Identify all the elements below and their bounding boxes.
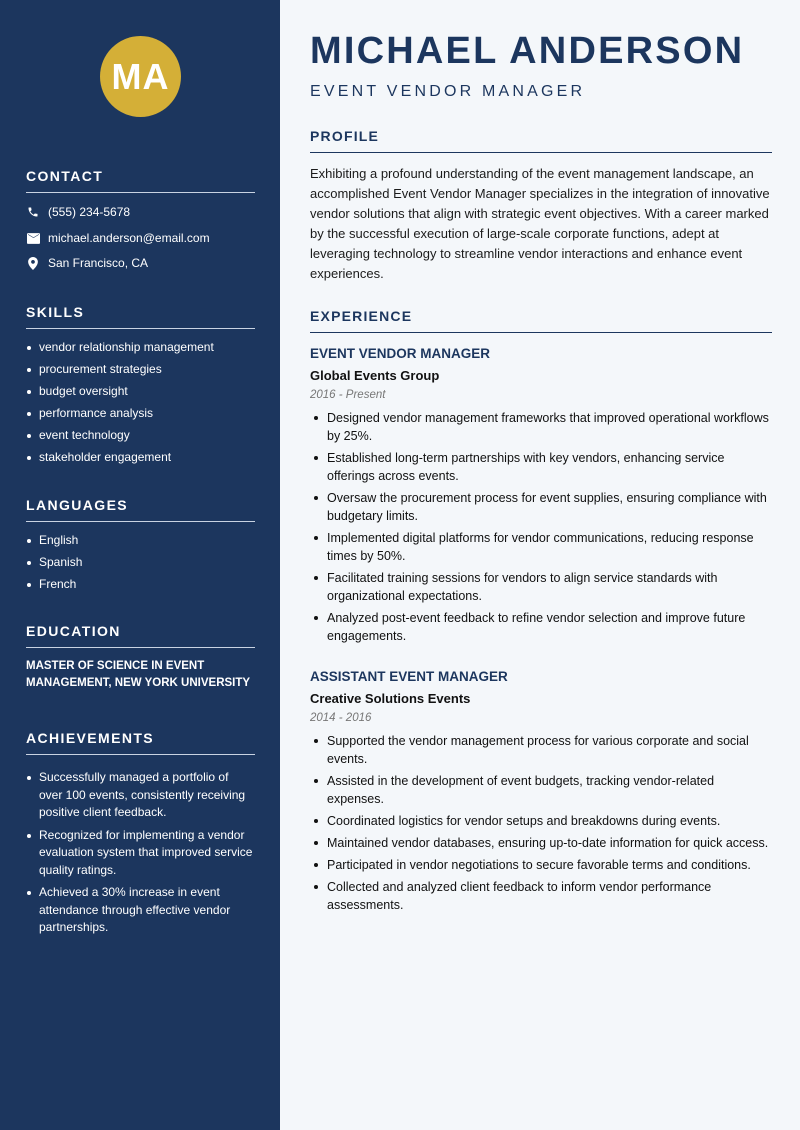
email-text: michael.anderson@email.com: [48, 231, 210, 245]
skills-section: [26, 304, 255, 467]
contact-email: [26, 231, 210, 245]
skills-heading: SKILLS: [26, 304, 255, 329]
job-bullet: Established long-term partnerships with key vendors, enhancing service offerings across events.: [310, 449, 772, 485]
job-bullet: Facilitated training sessions for vendors to align service standards with organizational expectations.: [310, 569, 772, 605]
education-heading: EDUCATION: [26, 623, 255, 648]
job-bullet: Implemented digital platforms for vendor communications, reducing response times by 50%.: [310, 529, 772, 565]
achievement-item: Achieved a 30% increase in event attendance through effective vendor partnerships.: [26, 884, 255, 937]
job-bullets: [310, 409, 772, 645]
job-bullets: [310, 732, 772, 914]
achievement-item: Recognized for implementing a vendor evaluation system that improved service quality ratings.: [26, 827, 255, 880]
job-dates: 2016 - Present: [310, 389, 386, 401]
skill-item: event technology: [26, 427, 255, 445]
job-dates: 2014 - 2016: [310, 712, 372, 724]
job-entry: [310, 346, 772, 649]
job-bullet: Assisted in the development of event budgets, tracking vendor-related expenses.: [310, 772, 772, 808]
email-icon: [26, 231, 40, 245]
skill-item: procurement strategies: [26, 361, 255, 379]
phone-text: (555) 234-5678: [48, 205, 131, 219]
language-item: French: [26, 576, 255, 594]
initials-avatar: MA: [100, 36, 181, 117]
achievements-section: [26, 730, 255, 937]
language-item: English: [26, 532, 255, 550]
job-bullet: Designed vendor management frameworks that improved operational workflows by 25%.: [310, 409, 772, 445]
contact-location: [26, 256, 148, 270]
achievements-heading: ACHIEVEMENTS: [26, 730, 255, 755]
languages-heading: LANGUAGES: [26, 497, 255, 522]
job-bullet: Supported the vendor management process for various corporate and social events.: [310, 732, 772, 768]
skill-item: budget oversight: [26, 383, 255, 401]
job-bullet: Participated in vendor negotiations to secure favorable terms and conditions.: [310, 856, 772, 874]
profile-heading: PROFILE: [310, 128, 772, 153]
job-company: Creative Solutions Events: [310, 691, 471, 706]
languages-section: [26, 497, 255, 594]
job-bullet: Coordinated logistics for vendor setups and breakdowns during events.: [310, 812, 772, 830]
job-bullet: Maintained vendor databases, ensuring up-to-date information for quick access.: [310, 834, 772, 852]
education-degree: MASTER OF SCIENCE IN EVENT MANAGEMENT, NEW YORK UNIVERSITY: [26, 660, 251, 689]
job-title: EVENT VENDOR MANAGER: [310, 346, 491, 361]
skill-item: performance analysis: [26, 405, 255, 423]
job-bullet: Collected and analyzed client feedback to inform vendor performance assessments.: [310, 878, 772, 914]
phone-icon: [26, 205, 40, 219]
achievement-item: Successfully managed a portfolio of over 100 events, consistently receiving positive client feedback.: [26, 769, 255, 822]
contact-phone: [26, 205, 130, 219]
language-item: Spanish: [26, 554, 255, 572]
sidebar: [0, 0, 280, 1130]
experience-heading: EXPERIENCE: [310, 308, 772, 333]
languages-list: [26, 532, 255, 594]
location-icon: [26, 256, 40, 270]
achievements-list: [26, 769, 255, 937]
skill-item: vendor relationship management: [26, 339, 255, 357]
job-bullet: Analyzed post-event feedback to refine vendor selection and improve future engagements.: [310, 609, 772, 645]
job-entry: [310, 669, 772, 918]
profile-text: Exhibiting a profound understanding of the event management landscape, an accomplished Event Vendor Manager specializes in the integration of innovative vendor solutions that align with strategic event objectives. With a career marked by the successful execution of large-scale corporate functions, adept at leveraging technology to streamline vendor interactions and enhance event experiences.: [310, 166, 770, 281]
contact-section: [26, 168, 255, 270]
job-company: Global Events Group: [310, 368, 440, 383]
skill-item: stakeholder engagement: [26, 449, 255, 467]
candidate-name: MICHAEL ANDERSON: [310, 30, 745, 72]
candidate-title: EVENT VENDOR MANAGER: [310, 83, 586, 100]
skills-list: [26, 339, 255, 467]
location-text: San Francisco, CA: [48, 256, 149, 270]
education-section: [26, 623, 255, 692]
job-title: ASSISTANT EVENT MANAGER: [310, 669, 508, 684]
job-bullet: Oversaw the procurement process for event supplies, ensuring compliance with budgetary limits.: [310, 489, 772, 525]
contact-heading: CONTACT: [26, 168, 255, 193]
